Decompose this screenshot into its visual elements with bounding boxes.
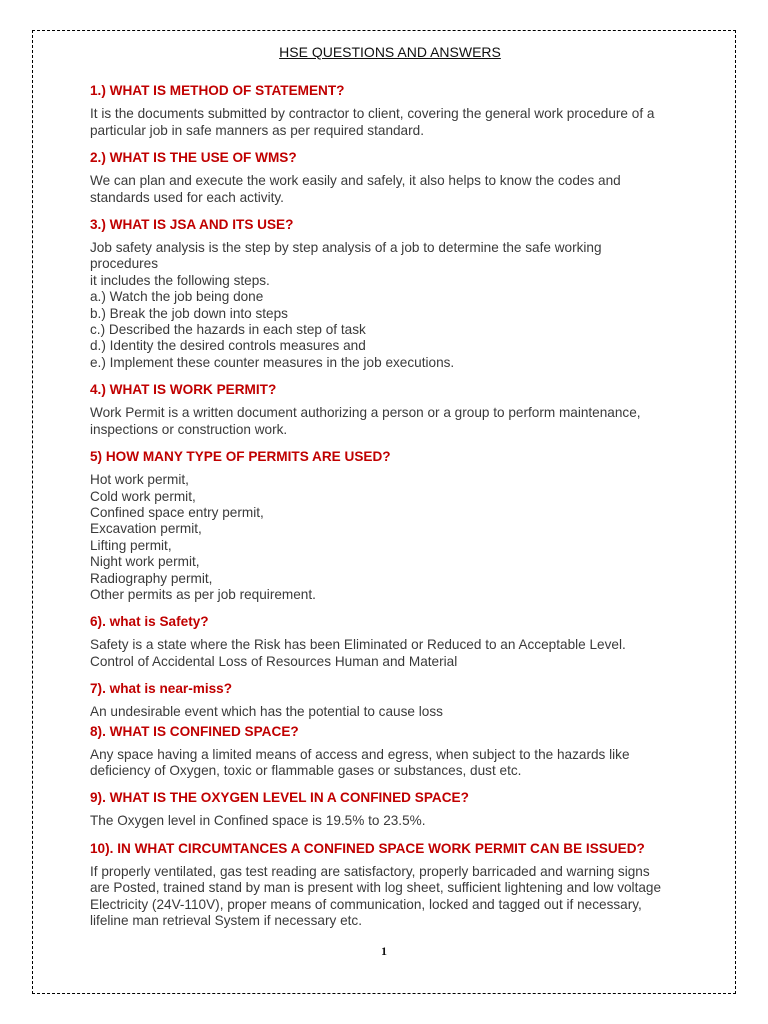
answer-line: particular job in safe manners as per required standard. <box>90 122 424 138</box>
document-body <box>90 44 690 929</box>
answer-4 <box>90 405 690 438</box>
question-6: 6). what is Safety? <box>90 614 209 630</box>
question-10: 10). IN WHAT CIRCUMTANCES A CONFINED SPACE WORK PERMIT CAN BE ISSUED? <box>90 840 645 856</box>
answer-line: Excavation permit, <box>90 521 202 537</box>
answer-line: Radiography permit, <box>90 570 213 586</box>
answer-line: Lifting permit, <box>90 537 172 553</box>
answer-line: inspections or construction work. <box>90 421 288 437</box>
question-7: 7). what is near-miss? <box>90 681 233 697</box>
qa-section-1 <box>90 82 690 139</box>
qa-section-9 <box>90 789 690 829</box>
answer-line: Control of Accidental Loss of Resources Human and Material <box>90 653 458 669</box>
answer-line: Safety is a state where the Risk has been Eliminated or Reduced to an Acceptable Level. <box>90 637 626 653</box>
qa-section-3 <box>90 216 690 371</box>
answer-1 <box>90 106 690 139</box>
answer-line: standards used for each activity. <box>90 189 284 205</box>
qa-section-5 <box>90 448 690 603</box>
qa-section-2 <box>90 149 690 206</box>
question-3: 3.) WHAT IS JSA AND ITS USE? <box>90 217 294 233</box>
question-5: 5) HOW MANY TYPE OF PERMITS ARE USED? <box>90 449 391 465</box>
answer-line: Night work permit, <box>90 554 200 570</box>
qa-section-6 <box>90 613 690 670</box>
answer-line: b.) Break the job down into steps <box>90 305 288 321</box>
answer-line: An undesirable event which has the potential to cause loss <box>90 704 443 720</box>
answer-8 <box>90 747 690 780</box>
answer-line: it includes the following steps. <box>90 272 270 288</box>
answer-line: a.) Watch the job being done <box>90 289 264 305</box>
answer-2 <box>90 173 690 206</box>
answer-line: e.) Implement these counter measures in the job executions. <box>90 354 455 370</box>
answer-line: lifeline man retrieval System if necessary etc. <box>90 913 362 928</box>
answer-line: Work Permit is a written document authorizing a person or a group to perform maintenance, <box>90 405 641 421</box>
answer-line: deficiency of Oxygen, toxic or flammable gases or substances, dust etc. <box>90 762 522 778</box>
answer-line: d.) Identity the desired controls measures and <box>90 338 366 354</box>
answer-line: Other permits as per job requirement. <box>90 586 316 602</box>
qa-section-8 <box>90 723 690 780</box>
answer-5 <box>90 472 690 603</box>
answer-line: Any space having a limited means of access and egress, when subject to the hazards like <box>90 746 630 762</box>
question-8: 8). WHAT IS CONFINED SPACE? <box>90 723 299 739</box>
answer-line: Hot work permit, <box>90 472 189 488</box>
answer-line: We can plan and execute the work easily and safely, it also helps to know the codes and <box>90 173 621 189</box>
question-4: 4.) WHAT IS WORK PERMIT? <box>90 382 277 398</box>
page-number: 1 <box>381 944 387 958</box>
answer-3 <box>90 240 690 371</box>
document-title: HSE QUESTIONS AND ANSWERS <box>279 44 501 60</box>
answer-7 <box>90 704 690 720</box>
answer-line: are Posted, trained stand by man is present with log sheet, sufficient lightening and low voltage <box>90 880 662 896</box>
answer-line: Electricity (24V-110V), proper means of communication, locked and tagged out if necessary, <box>90 896 642 912</box>
qa-section-10 <box>90 840 690 930</box>
qa-section-4 <box>90 381 690 438</box>
answer-line: procedures <box>90 256 159 272</box>
answer-line: The Oxygen level in Confined space is 19.5% to 23.5%. <box>90 813 426 829</box>
answer-line: It is the documents submitted by contractor to client, covering the general work procedure of a <box>90 106 655 122</box>
answer-10 <box>90 864 690 930</box>
answer-6 <box>90 637 690 670</box>
question-1: 1.) WHAT IS METHOD OF STATEMENT? <box>90 83 345 99</box>
answer-line: Job safety analysis is the step by step analysis of a job to determine the safe working <box>90 240 602 256</box>
answer-line: If properly ventilated, gas test reading are satisfactory, properly barricaded and warning signs <box>90 863 650 879</box>
answer-line: Confined space entry permit, <box>90 504 264 520</box>
question-9: 9). WHAT IS THE OXYGEN LEVEL IN A CONFINED SPACE? <box>90 790 469 806</box>
answer-line: c.) Described the hazards in each step of task <box>90 322 366 338</box>
question-2: 2.) WHAT IS THE USE OF WMS? <box>90 150 297 166</box>
qa-section-7 <box>90 680 690 720</box>
answer-9 <box>90 813 690 829</box>
answer-line: Cold work permit, <box>90 488 196 504</box>
